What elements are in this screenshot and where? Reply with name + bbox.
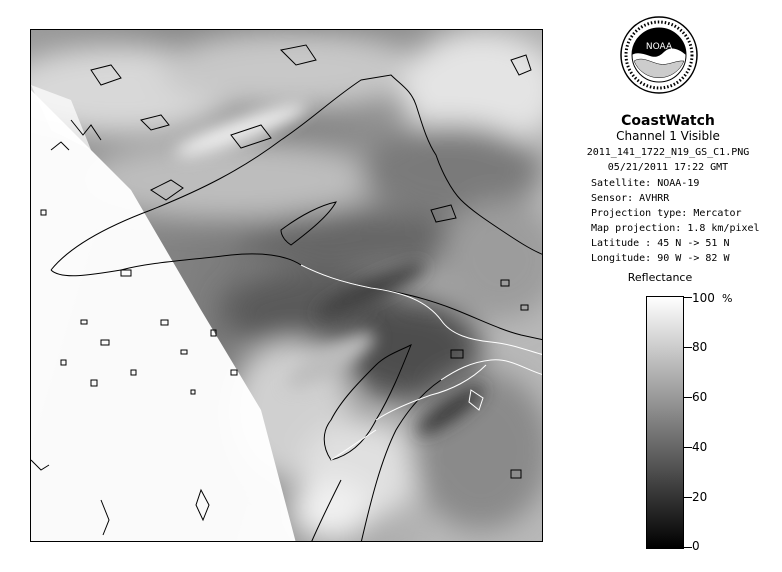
tick-mark xyxy=(684,297,692,298)
logo-text: NOAA xyxy=(645,42,673,52)
sensor-text: Sensor: AVHRR xyxy=(591,193,670,204)
page-title: CoastWatch xyxy=(621,113,715,129)
tick-label-60: 60 xyxy=(692,390,708,404)
latitude-text: Latitude : 45 N -> 51 N xyxy=(591,238,730,249)
tick-label-40: 40 xyxy=(692,440,708,454)
datetime-text: 05/21/2011 17:22 GMT xyxy=(607,162,729,173)
tick-mark xyxy=(684,447,692,448)
tick-mark xyxy=(684,547,692,548)
tick-mark xyxy=(684,497,692,498)
noaa-logo xyxy=(620,16,698,94)
projection-type-text: Projection type: Mercator xyxy=(591,208,742,219)
longitude-text: Longitude: 90 W -> 82 W xyxy=(591,253,730,264)
tick-label-100: 100 xyxy=(692,291,715,305)
tick-mark xyxy=(684,347,692,348)
filename-text: 2011_141_1722_N19_GS_C1.PNG xyxy=(586,147,750,158)
satellite-text: Satellite: NOAA-19 xyxy=(591,178,700,189)
tick-label-0: 0 xyxy=(692,539,700,553)
channel-subtitle: Channel 1 Visible xyxy=(616,129,720,143)
reflectance-colorbar xyxy=(646,296,684,549)
legend-label: Reflectance xyxy=(627,271,693,284)
tick-label-20: 20 xyxy=(692,490,708,504)
map-svg xyxy=(31,30,543,542)
tick-label-80: 80 xyxy=(692,340,708,354)
satellite-map xyxy=(30,29,543,542)
legend-unit: % xyxy=(722,292,733,305)
tick-mark xyxy=(684,397,692,398)
map-projection-text: Map projection: 1.8 km/pixel xyxy=(591,223,760,234)
